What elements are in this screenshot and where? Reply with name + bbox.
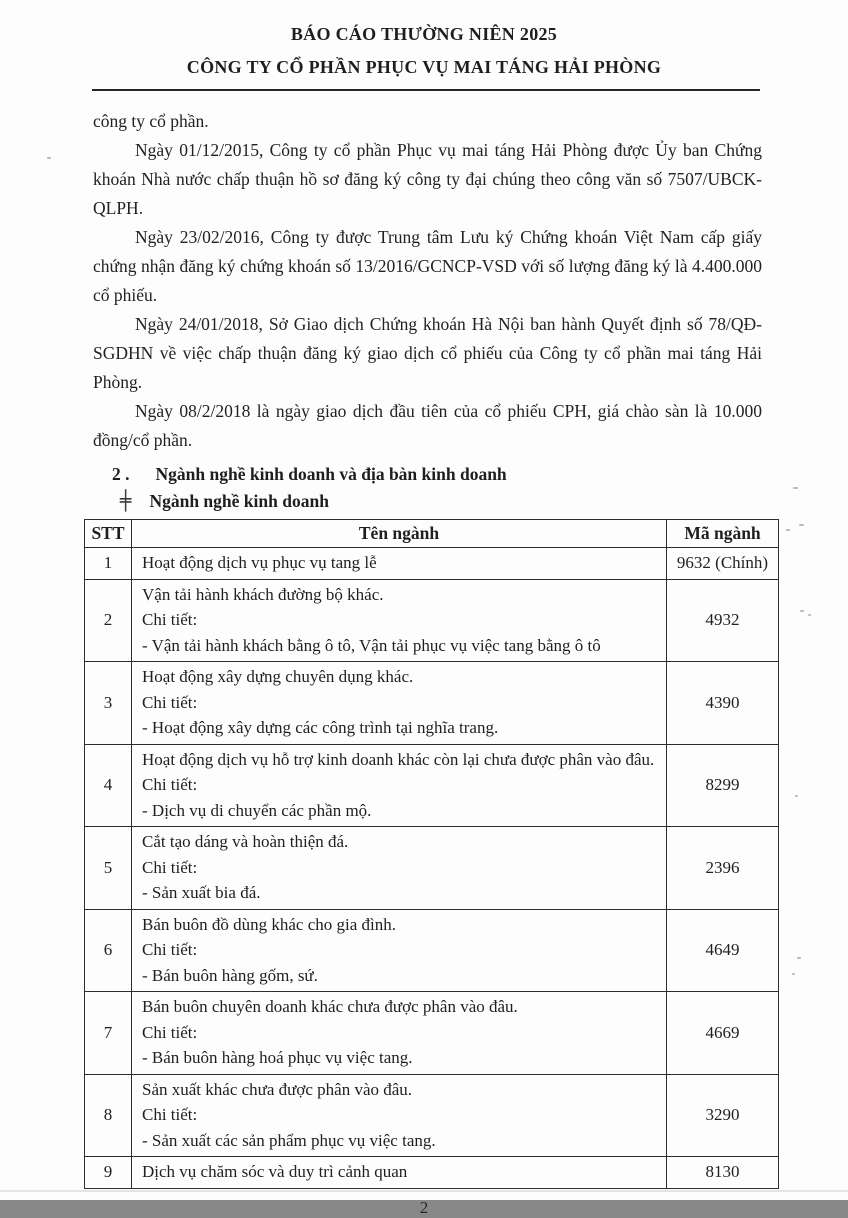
industry-code-cell: 8299 (667, 744, 779, 827)
scan-artifact (792, 973, 795, 975)
row-number: 8 (85, 1074, 132, 1157)
table-row (85, 827, 779, 910)
industry-name-cell (132, 548, 667, 580)
industry-line: Hoạt động xây dựng chuyên dụng khác. (142, 667, 414, 686)
industry-line: - Bán buôn hàng gốm, sứ. (142, 965, 318, 985)
row-number: 1 (85, 548, 132, 580)
industry-line: Chi tiết: (142, 1022, 198, 1042)
scan-artifact (47, 157, 51, 159)
header-industry-code: Mã ngành (667, 520, 779, 548)
industry-line: - Bán buôn hàng hoá phục vụ việc tang. (142, 1048, 413, 1067)
scan-artifact (800, 610, 804, 612)
row-number: 2 (85, 579, 132, 662)
industry-code-cell: 8130 (667, 1157, 779, 1189)
industry-code-cell: 4390 (667, 662, 779, 745)
scan-artifact (797, 957, 801, 959)
industry-line: Chi tiết: (142, 692, 198, 712)
table-row (85, 662, 779, 745)
table-row (85, 1157, 779, 1189)
row-number: 9 (85, 1157, 132, 1189)
scan-artifact (786, 529, 790, 531)
industry-line: - Sản xuất các sản phẩm phục vụ việc tang. (142, 1130, 436, 1150)
section-number: 2 . (112, 464, 130, 484)
table-row (85, 992, 779, 1075)
table-row (85, 744, 779, 827)
table-row (85, 548, 779, 580)
industry-name-cell (132, 1074, 667, 1157)
industry-name-cell (132, 992, 667, 1075)
industry-line: Chi tiết: (142, 1105, 198, 1124)
header-stt: STT (85, 520, 132, 548)
scan-artifact (795, 795, 798, 797)
row-number: 4 (85, 744, 132, 827)
report-title: BÁO CÁO THƯỜNG NIÊN 2025 (290, 24, 558, 44)
row-number: 6 (85, 909, 132, 992)
table-header-row (85, 520, 779, 548)
industry-code-cell: 4932 (667, 579, 779, 662)
industry-line: Sản xuất khác chưa được phân vào đâu. (142, 1079, 413, 1099)
paragraph-2018-first-trade: Ngày 08/2/2018 là ngày giao dịch đầu tiên của cổ phiếu CPH, giá chào sàn là 10.000 đồng/cổ phần. (93, 401, 762, 450)
industry-name-cell (132, 744, 667, 827)
table-row (85, 579, 779, 662)
industry-line: Cắt tạo dáng và hoàn thiện đá. (142, 832, 349, 851)
industry-code-cell: 4669 (667, 992, 779, 1075)
industry-line: Dịch vụ chăm sóc và duy trì cảnh quan (142, 1162, 408, 1181)
page-number: 2 (419, 1197, 429, 1217)
section-title: Ngành nghề kinh doanh và địa bàn kinh doanh (155, 464, 507, 484)
scan-artifact (808, 614, 811, 616)
industry-line: - Hoạt động xây dựng các công trình tại nghĩa trang. (142, 718, 499, 737)
header-divider (92, 89, 760, 91)
industry-line: Chi tiết: (142, 775, 198, 794)
paragraph-continuation: công ty cổ phần. (93, 111, 209, 131)
subsection-heading (120, 490, 848, 512)
industry-line: Chi tiết: (142, 940, 198, 959)
industry-code-cell: 2396 (667, 827, 779, 910)
paragraph-2015: Ngày 01/12/2015, Công ty cổ phần Phục vụ mai táng Hải Phòng được Ủy ban Chứng khoán Nhà nước chấp thuận hồ sơ đăng ký công ty đại chúng theo công văn số 7507/UBCK-QLPH. (93, 140, 762, 218)
row-number: 5 (85, 827, 132, 910)
scan-artifact (793, 487, 798, 489)
cross-bullet-icon: ╪ (120, 490, 132, 512)
industry-code-cell: 9632 (Chính) (667, 548, 779, 580)
industry-line: - Dịch vụ di chuyển các phần mộ. (142, 800, 372, 820)
company-name: CÔNG TY CỔ PHẦN PHỤC VỤ MAI TÁNG HẢI PHÒNG (186, 57, 662, 77)
subsection-title: Ngành nghề kinh doanh (149, 491, 329, 511)
industry-line: - Vận tải hành khách bằng ô tô, Vận tải phục vụ việc tang bằng ô tô (142, 635, 601, 655)
paragraph-2016: Ngày 23/02/2016, Công ty được Trung tâm Lưu ký Chứng khoán Việt Nam cấp giấy chứng nhận đăng ký chứng khoán số 13/2016/GCNCP-VSD với số lượng đăng ký là 4.400.000 cổ phiếu. (93, 227, 762, 305)
scan-artifact (799, 524, 804, 526)
industry-code-cell: 4649 (667, 909, 779, 992)
table-row (85, 909, 779, 992)
body-text (93, 107, 762, 455)
industry-table (84, 519, 779, 1189)
industry-name-cell (132, 662, 667, 745)
document-header (0, 0, 848, 78)
industry-name-cell (132, 827, 667, 910)
section-heading (112, 464, 848, 485)
industry-name-cell (132, 1157, 667, 1189)
paragraph-2018-listing: Ngày 24/01/2018, Sở Giao dịch Chứng khoán Hà Nội ban hành Quyết định số 78/QĐ-SGDHN về việc chấp thuận đăng ký giao dịch cổ phiếu của Công ty cổ phần mai táng Hải Phòng. (93, 314, 762, 392)
row-number: 3 (85, 662, 132, 745)
industry-code-cell: 3290 (667, 1074, 779, 1157)
industry-name-cell (132, 909, 667, 992)
industry-name-cell (132, 579, 667, 662)
table-row (85, 1074, 779, 1157)
scan-bottom-edge (0, 1190, 848, 1192)
industry-line: Bán buôn đồ dùng khác cho gia đình. (142, 914, 397, 934)
industry-line: Bán buôn chuyên doanh khác chưa được phân vào đâu. (142, 997, 518, 1016)
industry-line: Chi tiết: (142, 857, 198, 877)
row-number: 7 (85, 992, 132, 1075)
header-industry-name: Tên ngành (132, 520, 667, 548)
industry-line: Hoạt động dịch vụ hỗ trợ kinh doanh khác còn lại chưa được phân vào đâu. (142, 749, 655, 769)
industry-line: Hoạt động dịch vụ phục vụ tang lễ (142, 553, 377, 572)
industry-line: - Sản xuất bia đá. (142, 883, 261, 902)
industry-line: Vận tải hành khách đường bộ khác. (142, 584, 384, 604)
industry-line: Chi tiết: (142, 610, 198, 629)
